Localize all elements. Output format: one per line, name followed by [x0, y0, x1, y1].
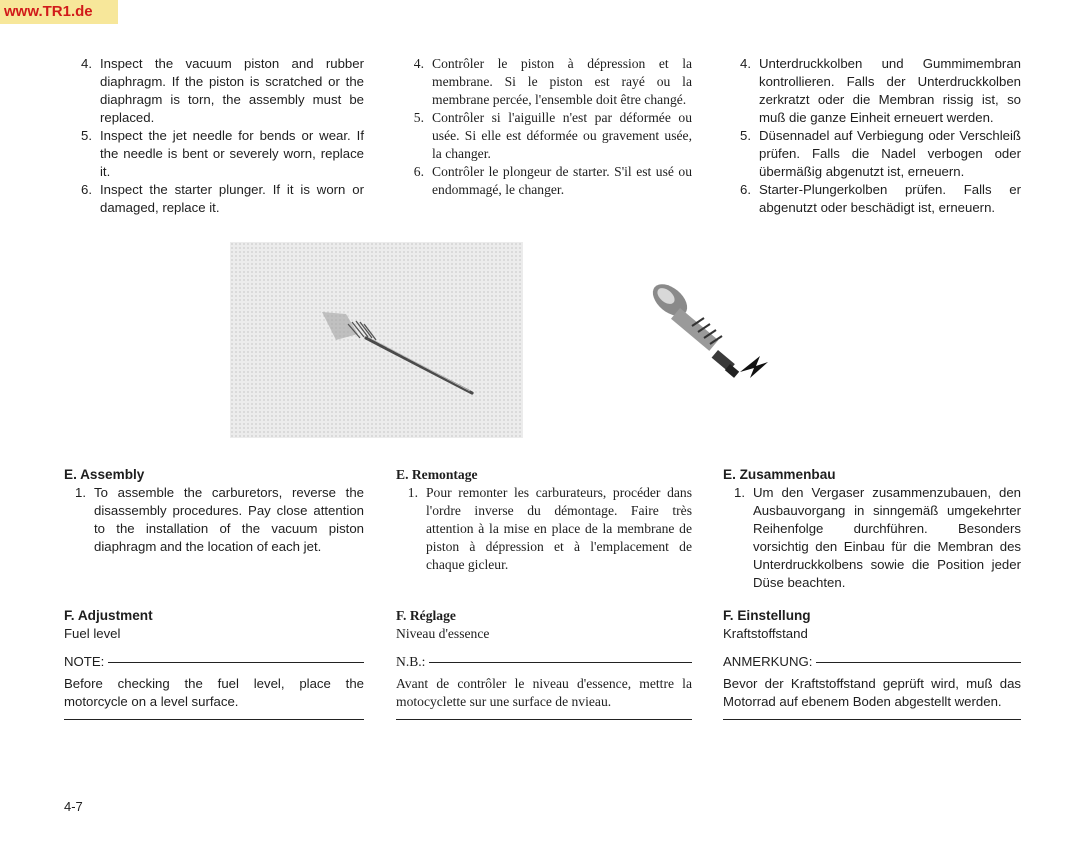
item-text: Unterdruckkolben und Gummimembran kontrollieren. Falls der Unterdruckkolben zerkratzt oder die Membran rissig ist, so muß die ganze Einheit erneuert werden. — [759, 56, 1021, 125]
divider — [723, 719, 1021, 720]
item-number: 4. — [413, 56, 424, 71]
note-label: NOTE: — [64, 654, 105, 669]
note-header — [64, 653, 364, 671]
note-text: Bevor der Kraftstoffstand geprüft wird, muß das Motorrad auf ebenem Boden abgestellt werden. — [723, 676, 1021, 709]
divider — [396, 719, 692, 720]
section-heading: E. Assembly — [64, 467, 145, 482]
list-item — [723, 181, 1021, 217]
french-assembly-section — [396, 466, 692, 574]
item-number: 6. — [740, 182, 751, 197]
note-text: Before checking the fuel level, place the motorcycle on a level surface. — [64, 676, 364, 709]
divider — [816, 662, 1021, 663]
item-number: 1. — [75, 485, 86, 500]
item-text: Contrôler le plongeur de starter. S'il est usé ou endommagé, le changer. — [432, 164, 692, 197]
section-subheading: Kraftstoffstand — [723, 626, 808, 641]
item-number: 4. — [81, 56, 92, 71]
page-number: 4-7 — [64, 799, 83, 814]
english-assembly-section — [64, 466, 364, 556]
english-adjustment-section — [64, 607, 364, 720]
note-label: N.B.: — [396, 654, 426, 669]
item-number: 5. — [413, 110, 424, 125]
item-text: Starter-Plungerkolben prüfen. Falls er abgenutzt oder beschädigt ist, erneuern. — [759, 182, 1021, 215]
item-number: 1. — [407, 485, 418, 500]
section-subheading: Niveau d'essence — [396, 626, 490, 641]
item-text: Inspect the starter plunger. If it is worn or damaged, replace it. — [100, 182, 364, 215]
list-item — [64, 181, 364, 217]
jet-needle-icon — [230, 242, 523, 438]
starter-plunger-photo — [630, 270, 780, 410]
list-item — [396, 484, 692, 574]
english-inspection-list — [64, 55, 364, 217]
pointer-arrow-icon — [740, 356, 768, 378]
list-item — [396, 55, 692, 109]
item-number: 6. — [81, 182, 92, 197]
section-heading: E. Remontage — [396, 467, 478, 482]
section-subheading: Fuel level — [64, 626, 121, 641]
section-heading: F. Adjustment — [64, 608, 153, 623]
item-number: 5. — [740, 128, 751, 143]
site-watermark: www.TR1.de — [0, 0, 118, 24]
note-header — [723, 653, 1021, 671]
section-heading: F. Réglage — [396, 608, 456, 623]
divider — [429, 662, 692, 663]
german-inspection-list — [723, 55, 1021, 217]
list-item — [64, 484, 364, 556]
note-header — [396, 653, 692, 671]
french-inspection-list — [396, 55, 692, 199]
list-item — [64, 127, 364, 181]
item-text: Contrôler le piston à dépression et la membrane. Si le piston est rayé ou la membrane percée, l'ensemble doit être changé. — [432, 56, 692, 107]
german-adjustment-section — [723, 607, 1021, 720]
item-number: 1. — [734, 485, 745, 500]
item-number: 5. — [81, 128, 92, 143]
note-label: ANMERKUNG: — [723, 654, 813, 669]
section-heading: F. Einstellung — [723, 608, 811, 623]
item-number: 6. — [413, 164, 424, 179]
note-text: Avant de contrôler le niveau d'essence, mettre la motocyclette sur une surface de nvieau. — [396, 676, 692, 709]
list-item — [64, 55, 364, 127]
divider — [64, 719, 364, 720]
item-text: Um den Vergaser zusammenzubauen, den Ausbauvorgang in sinngemäß umgekehrter Reihenfolge durchführen. Besonders vorsichtig den Einbau für die Membran des Unterdruckkolbens sowie die Position jeder Düse beachten. — [753, 485, 1021, 590]
item-text: Inspect the vacuum piston and rubber diaphragm. If the piston is scratched or the diaphragm is torn, the assembly must be replaced. — [100, 56, 364, 125]
list-item — [723, 484, 1021, 592]
item-text: Pour remonter les carburateurs, procéder dans l'ordre inverse du démontage. Faire très attention à la mise en place de la membrane de piston à dépression et à l'emplacement de chaque gicleur. — [426, 485, 692, 572]
item-text: Düsennadel auf Verbiegung oder Verschleiß prüfen. Falls die Nadel verbogen oder übermäßig abgenutzt ist, erneuern. — [759, 128, 1021, 179]
item-number: 4. — [740, 56, 751, 71]
item-text: To assemble the carburetors, reverse the disassembly procedures. Pay close attention to the installation of the vacuum piston diaphragm and the location of each jet. — [94, 485, 364, 554]
divider — [108, 662, 364, 663]
list-item — [396, 163, 692, 199]
german-assembly-section — [723, 466, 1021, 592]
jet-needle-photo — [230, 242, 523, 438]
list-item — [396, 109, 692, 163]
starter-plunger-icon — [630, 270, 780, 410]
item-text: Contrôler si l'aiguille n'est par déformée ou usée. Si elle est déformée ou gravement usée, la changer. — [432, 110, 692, 161]
list-item — [723, 127, 1021, 181]
item-text: Inspect the jet needle for bends or wear. If the needle is bent or severely worn, replace it. — [100, 128, 364, 179]
section-heading: E. Zusammenbau — [723, 467, 836, 482]
french-adjustment-section — [396, 607, 692, 720]
list-item — [723, 55, 1021, 127]
